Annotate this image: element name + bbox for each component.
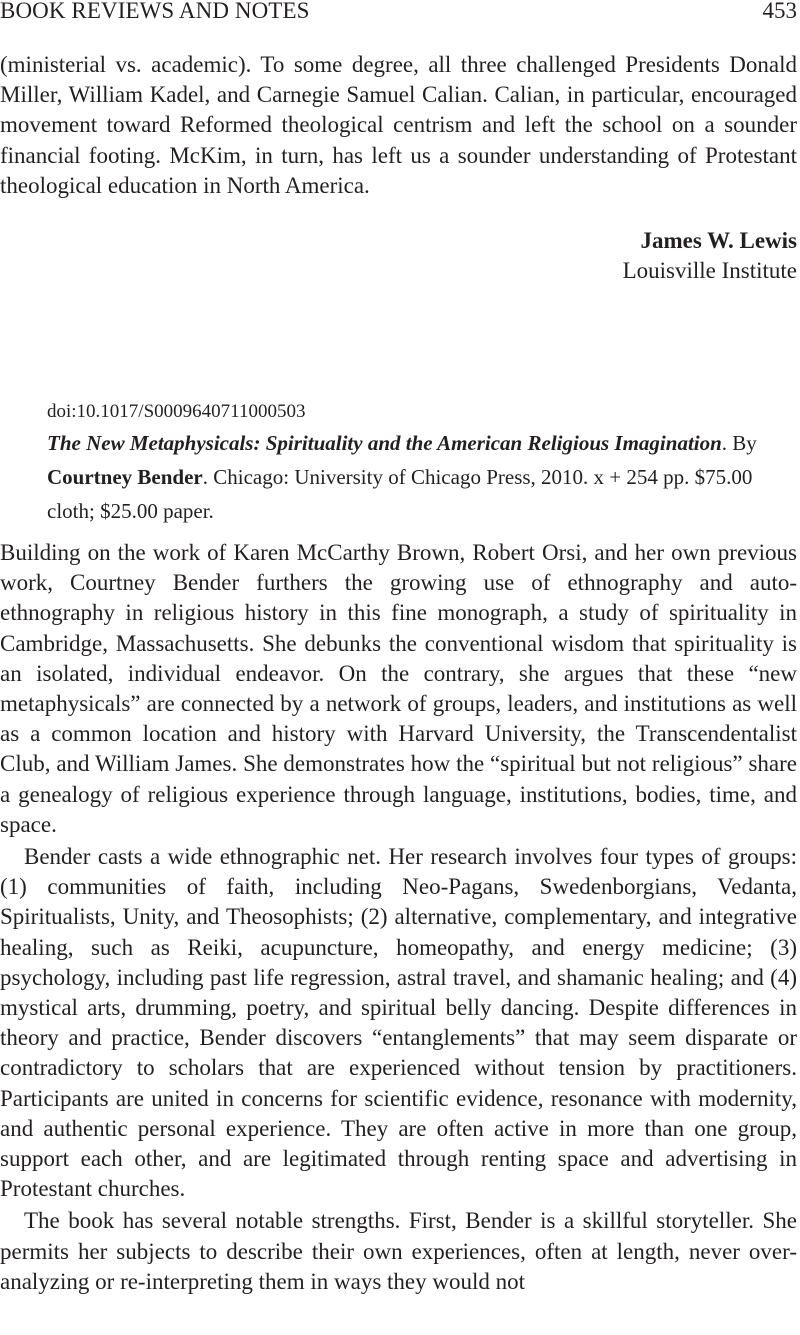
book-author: Courtney Bender [47, 465, 203, 489]
previous-review-closing [0, 50, 797, 201]
book-citation [47, 398, 757, 528]
by-label: . By [721, 431, 757, 455]
review-body [0, 538, 797, 1297]
book-title: The New Metaphysicals: Spirituality and the American Religious Imagination [47, 431, 722, 455]
closing-paragraph: (ministerial vs. academic). To some degree, all three challenged Presidents Donald Miller, William Kadel, and Carnegie Samuel Calian. Calian, in particular, encouraged movement toward Reformed theological centrism and left the school on a sounder financial footing. McKim, in turn, has left us a sounder understanding of Protestant theological education in North America. [0, 52, 797, 198]
publication-details: . Chicago: University of Chicago Press, 2010. x + 254 pp. $75.00 cloth; $25.00 paper. [47, 465, 753, 523]
review-paragraph-1: Building on the work of Karen McCarthy Brown, Robert Orsi, and her own previous work, Courtney Bender furthers the growing use of ethnography and auto-ethnography in religious history in this fine monograph, a study of spirituality in Cambridge, Massachusetts. She debunks the conventional wisdom that spirituality is an isolated, individual endeavor. On the contrary, she argues that these “new metaphysicals” are connected by a network of groups, leaders, and institutions as well as a common location and history with Harvard University, the Transcendentalist Club, and William James. She demonstrates how the “spiritual but not religious” share a genealogy of religious experience through language, institutions, bodies, time, and space. [0, 540, 797, 837]
citation-body [47, 426, 757, 528]
review-paragraph-2: Bender casts a wide ethnographic net. Her research involves four types of groups: (1) communities of faith, including Neo-Pagans, Swedenborgians, Vedanta, Spiritualists, Unity, and Theosophists; (2) alternative, complementary, and integrative healing, such as Reiki, acupuncture, homeopathy, and energy medicine; (3) psychology, including past life regression, astral travel, and shamanic healing; and (4) mystical arts, drumming, poetry, and spiritual belly dancing. Despite differences in theory and practice, Bender discovers “entanglements” that may seem disparate or contradictory to scholars that are experienced without tension by practitioners. Participants are united in concerns for scientific evidence, resonance with modernity, and authentic personal experience. They are often active in more than one group, support each other, and are legitimated through renting space and advertising in Protestant churches. [0, 844, 797, 1202]
review-paragraph-3: The book has several notable strengths. First, Bender is a skillful storyteller. She permits her subjects to describe their own experiences, often at length, never over-analyzing or re-interpreting them in ways they would not [0, 1208, 797, 1294]
running-head [0, 0, 797, 26]
reviewer-signature [623, 226, 797, 286]
reviewer-name: James W. Lewis [640, 228, 797, 253]
running-title: BOOK REVIEWS AND NOTES [0, 0, 310, 23]
doi: doi:10.1017/S0009640711000503 [47, 401, 306, 422]
reviewer-affiliation: Louisville Institute [622, 258, 797, 283]
page-number: 453 [762, 0, 797, 23]
